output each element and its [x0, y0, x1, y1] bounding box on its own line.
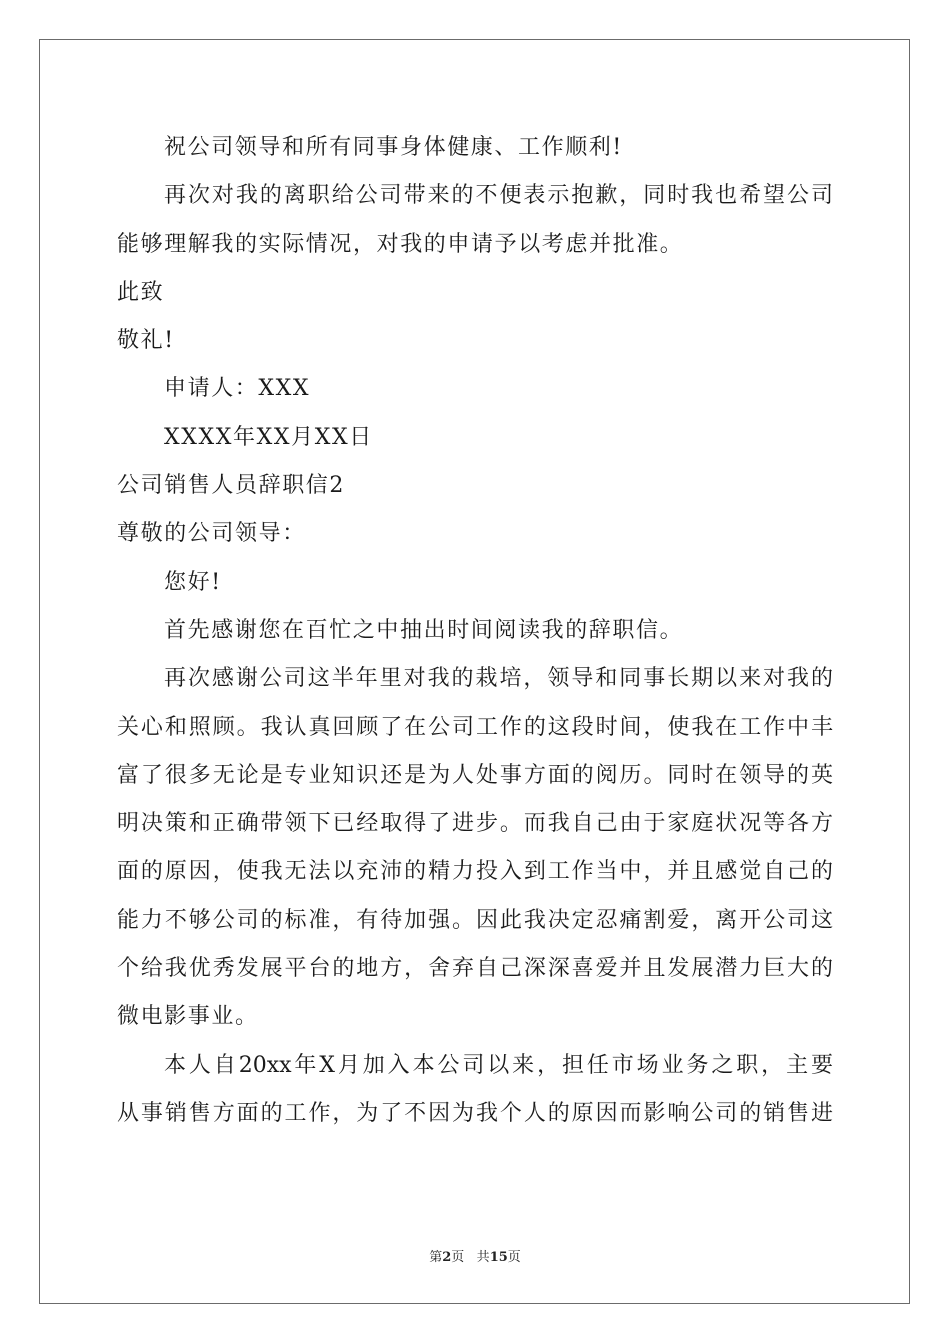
greeting-hello: 您好!	[164, 569, 222, 595]
total-prefix: 共	[476, 1250, 490, 1265]
page-prefix: 第	[429, 1250, 443, 1265]
total-pages: 15	[489, 1250, 508, 1265]
page-footer	[0, 1246, 950, 1265]
total-suffix: 页	[507, 1250, 521, 1265]
paragraph-line: 首先感谢您在百忙之中抽出时间阅读我的辞职信。	[164, 617, 684, 643]
salutation-cizhi: 此致	[117, 279, 165, 305]
paragraph-line: 能力不够公司的标准，有待加强。因此我决定忍痛割爱，离开公司这	[117, 907, 833, 933]
paragraph-line: 再次感谢公司这半年里对我的栽培，领导和同事长期以来对我的	[164, 666, 833, 692]
date-line: XXXX年XX月XX日	[164, 424, 373, 450]
paragraph-line: 本人自20xx年X月加入本公司以来，担任市场业务之职，主要	[164, 1052, 833, 1078]
paragraph-line: 个给我优秀发展平台的地方，舍弃自己深深喜爱并且发展潜力巨大的	[117, 956, 833, 982]
paragraph-line: 关心和照顾。我认真回顾了在公司工作的这段时间，使我在工作中丰	[117, 714, 833, 740]
paragraph-line: 明决策和正确带领下已经取得了进步。而我自己由于家庭状况等各方	[117, 811, 833, 837]
applicant-line: 申请人：XXX	[164, 376, 311, 402]
salutation-jingli: 敬礼!	[117, 328, 175, 354]
document-body	[117, 124, 833, 1138]
greeting-addressee: 尊敬的公司领导：	[117, 521, 306, 547]
paragraph-line: 能够理解我的实际情况，对我的申请予以考虑并批准。	[117, 231, 684, 257]
page-suffix: 页	[451, 1250, 465, 1265]
paragraph-line: 面的原因，使我无法以充沛的精力投入到工作当中，并且感觉自己的	[117, 859, 833, 885]
paragraph-line: 再次对我的离职给公司带来的不便表示抱歉，同时我也希望公司	[164, 183, 833, 209]
closing-wish-line: 祝公司领导和所有同事身体健康、工作顺利!	[164, 135, 623, 160]
page-number: 2	[442, 1250, 452, 1265]
paragraph-line: 从事销售方面的工作，为了不因为我个人的原因而影响公司的销售进	[117, 1100, 833, 1126]
paragraph-line: 富了很多无论是专业知识还是为人处事方面的阅历。同时在领导的英	[117, 762, 833, 788]
section-title: 公司销售人员辞职信2	[117, 473, 345, 499]
paragraph-line: 微电影事业。	[117, 1004, 259, 1030]
